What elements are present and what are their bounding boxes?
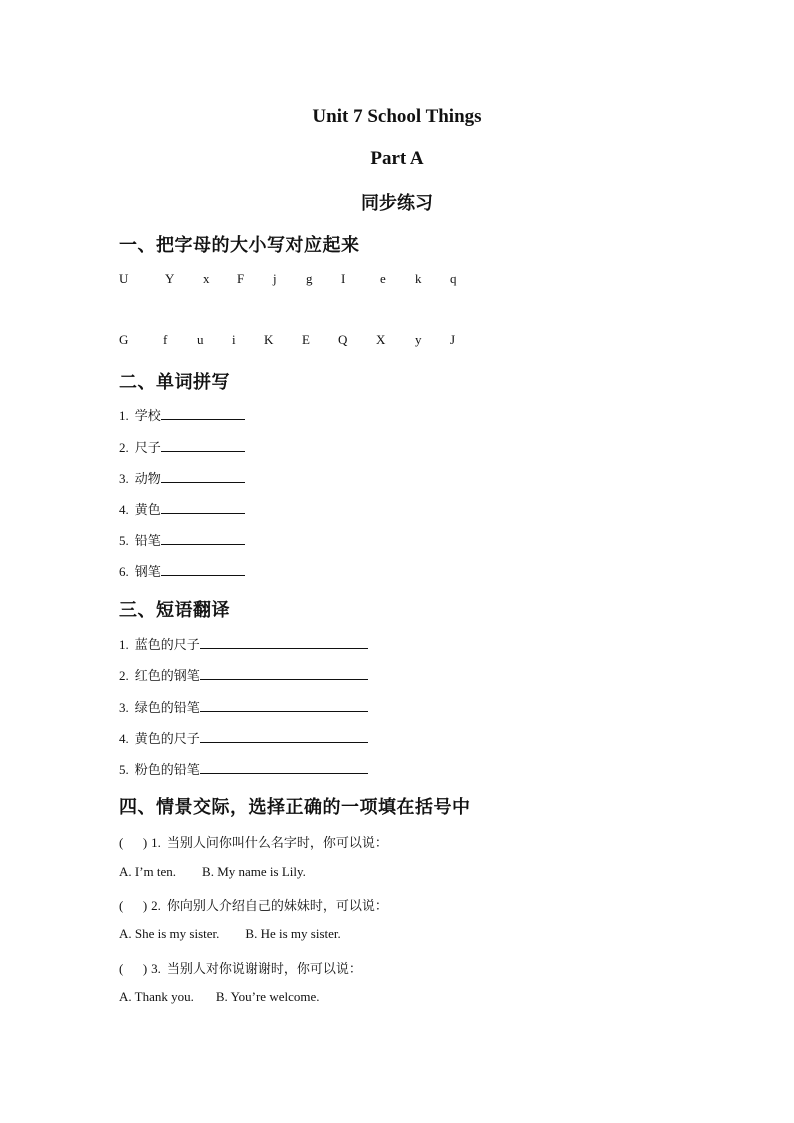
letter: f bbox=[163, 332, 168, 347]
answer-blank[interactable] bbox=[161, 532, 245, 545]
letter: F bbox=[237, 271, 245, 286]
item-number: 1. bbox=[119, 637, 129, 652]
item-number: 4. bbox=[119, 731, 129, 746]
answer-blank[interactable] bbox=[161, 470, 245, 483]
letter: J bbox=[450, 332, 456, 347]
letter: j bbox=[273, 271, 277, 286]
item-number: 2. bbox=[119, 440, 129, 455]
options-row bbox=[119, 926, 341, 942]
item-text: 绿色的铅笔 bbox=[134, 701, 200, 716]
item-text: 尺子 bbox=[134, 441, 161, 456]
item-text: 动物 bbox=[134, 472, 161, 487]
item-number: 4. bbox=[119, 502, 129, 517]
spelling-item bbox=[119, 468, 245, 487]
item-number: 3. bbox=[119, 700, 129, 715]
spelling-item bbox=[119, 561, 245, 580]
options-row bbox=[119, 989, 320, 1005]
letter: K bbox=[264, 332, 274, 347]
question-number: 1. bbox=[151, 835, 161, 850]
item-number: 5. bbox=[119, 762, 129, 777]
letter: x bbox=[203, 271, 210, 286]
letter: E bbox=[302, 332, 310, 347]
answer-blank[interactable] bbox=[161, 501, 245, 514]
letter: q bbox=[450, 271, 457, 286]
answer-blank[interactable] bbox=[161, 439, 245, 452]
answer-blank[interactable] bbox=[200, 667, 368, 680]
item-number: 3. bbox=[119, 471, 129, 486]
answer-bracket[interactable]: ( ) bbox=[119, 898, 148, 913]
item-text: 黄色的尺子 bbox=[134, 732, 200, 747]
spelling-item bbox=[119, 437, 245, 456]
letter: k bbox=[415, 271, 422, 286]
option-a: A. Thank you. bbox=[119, 989, 194, 1004]
answer-bracket[interactable]: ( ) bbox=[119, 835, 148, 850]
letter: X bbox=[376, 332, 386, 347]
question bbox=[119, 895, 388, 914]
option-a: A. She is my sister. bbox=[119, 926, 220, 941]
letter: I bbox=[341, 271, 346, 286]
section1-heading: 一、把字母的大小写对应起来 bbox=[119, 235, 360, 256]
answer-blank[interactable] bbox=[200, 699, 368, 712]
item-number: 2. bbox=[119, 668, 129, 683]
question-text: 当别人对你说谢谢时，你可以说： bbox=[166, 962, 362, 977]
page-subtitle: Part A bbox=[370, 148, 424, 169]
spelling-item bbox=[119, 530, 245, 549]
letter: y bbox=[415, 332, 422, 347]
item-number: 1. bbox=[119, 408, 129, 423]
spelling-item bbox=[119, 499, 245, 518]
item-text: 蓝色的尺子 bbox=[134, 638, 200, 653]
letter: U bbox=[119, 271, 129, 286]
answer-blank[interactable] bbox=[200, 636, 368, 649]
item-number: 5. bbox=[119, 533, 129, 548]
item-text: 粉色的铅笔 bbox=[134, 763, 200, 778]
letter: i bbox=[232, 332, 236, 347]
page-title: Unit 7 School Things bbox=[312, 106, 482, 127]
letter: Q bbox=[338, 332, 348, 347]
section4-heading: 四、情景交际，选择正确的一项填在括号中 bbox=[119, 797, 471, 818]
letter: g bbox=[306, 271, 313, 286]
letter: Y bbox=[165, 271, 175, 286]
answer-blank[interactable] bbox=[200, 761, 368, 774]
option-b: B. My name is Lily. bbox=[202, 864, 306, 879]
letter: G bbox=[119, 332, 129, 347]
section2-heading: 二、单词拼写 bbox=[119, 372, 230, 393]
options-row bbox=[119, 864, 306, 880]
item-text: 钢笔 bbox=[134, 565, 161, 580]
answer-bracket[interactable]: ( ) bbox=[119, 961, 148, 976]
translation-item bbox=[119, 634, 368, 653]
section3-heading: 三、短语翻译 bbox=[119, 600, 230, 621]
translation-item bbox=[119, 697, 368, 716]
item-number: 6. bbox=[119, 564, 129, 579]
item-text: 学校 bbox=[134, 409, 161, 424]
letter: u bbox=[197, 332, 204, 347]
option-b: B. You’re welcome. bbox=[215, 989, 320, 1004]
question bbox=[119, 832, 388, 851]
option-b: B. He is my sister. bbox=[245, 926, 341, 941]
question-number: 3. bbox=[151, 961, 161, 976]
translation-item bbox=[119, 665, 368, 684]
answer-blank[interactable] bbox=[200, 730, 368, 743]
exercise-label: 同步练习 bbox=[361, 193, 433, 214]
translation-item bbox=[119, 759, 368, 778]
question bbox=[119, 958, 362, 977]
item-text: 黄色 bbox=[134, 503, 161, 518]
item-text: 铅笔 bbox=[134, 534, 161, 549]
answer-blank[interactable] bbox=[161, 563, 245, 576]
answer-blank[interactable] bbox=[161, 407, 245, 420]
question-text: 当别人问你叫什么名字时，你可以说： bbox=[166, 836, 388, 851]
item-text: 红色的钢笔 bbox=[134, 669, 200, 684]
option-a: A. I’m ten. bbox=[119, 864, 177, 879]
translation-item bbox=[119, 728, 368, 747]
question-text: 你向别人介绍自己的妹妹时，可以说： bbox=[166, 899, 388, 914]
letter: e bbox=[380, 271, 386, 286]
spelling-item bbox=[119, 405, 245, 424]
question-number: 2. bbox=[151, 898, 161, 913]
